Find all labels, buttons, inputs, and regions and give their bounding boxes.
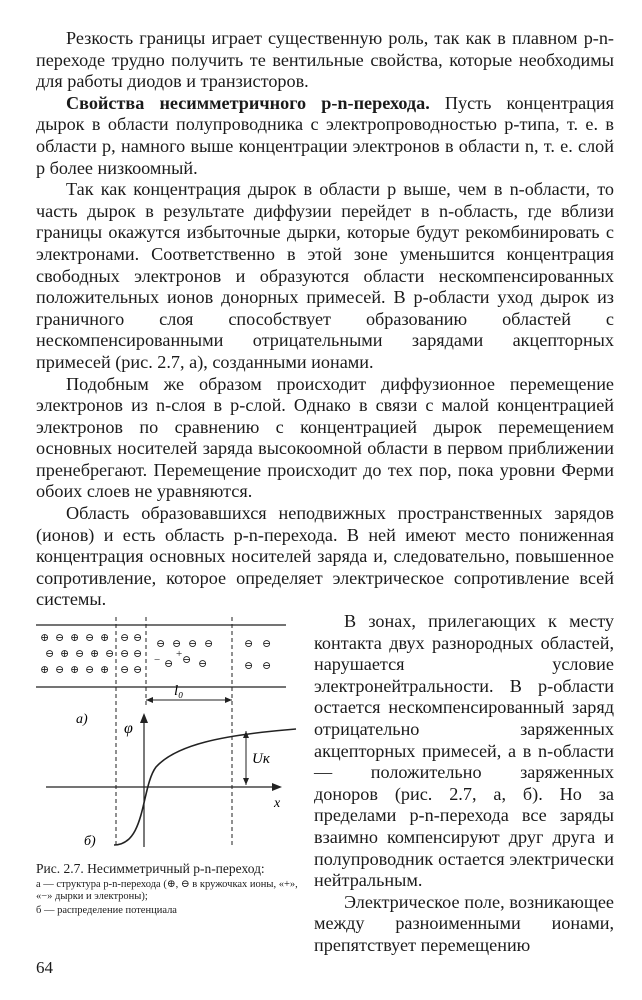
ion-symbol: ⊖	[85, 664, 95, 677]
paragraph-6: В зонах, прилегающих к месту контакта двух разнородных областей, нарушается условие электронейтральности. В p-области остается нескомпенсированный заряд отрицательно заряженных акцепторных примесей, а в n-области — положительно заряженных доноров (рис. 2.7, а, б). Но за пределами p-n-перехода все заряды взаимно компенсируют друг друга и полупроводник остается электрически нейтральным.	[314, 611, 614, 891]
ion-symbol: ⊖	[120, 648, 130, 661]
uk-label: Uк	[252, 751, 270, 768]
ion-symbol: ⊖	[244, 660, 254, 673]
ion-symbol: ⊖	[182, 654, 192, 667]
l0-arrow-left	[146, 697, 153, 703]
ion-symbol: ⊕	[100, 664, 110, 677]
ion-symbol: ⊖	[198, 658, 208, 671]
paragraph-2-body: Пусть концентрация дырок в области полупроводника с электропроводностью p-типа, т. е. в области p, намного выше концентрации электронов в области n, т. е. слой p более низкоомный.	[36, 92, 614, 178]
ion-symbol: ⊕	[70, 632, 80, 645]
ion-symbol: ⊖	[55, 632, 65, 645]
ion-symbol: ⊕	[70, 664, 80, 677]
figure-drawing	[36, 617, 306, 862]
ion-symbol: ⊖	[120, 632, 130, 645]
ion-symbol: ⊖	[262, 660, 272, 673]
paragraph-5: Область образовавшихся неподвижных пространственных зарядов (ионов) и есть область p-n-перехода. В ней имеют место пониженная концентрация основных носителей заряда и, следовательно, повышенное сопротивление, которое определяет электрическое сопротивление всей системы.	[36, 503, 614, 610]
label-a: а)	[76, 712, 88, 728]
caption-legend-b: б — распределение потенциала	[36, 905, 177, 917]
ion-symbol: ⊖	[75, 648, 85, 661]
page-number: 64	[36, 958, 53, 977]
ion-symbol: ⊖	[262, 638, 272, 651]
paragraph-1: Резкость границы играет существенную роль, так как в плавном p-n-переходе трудно получить те вентильные свойства, которые необходимы для работы диодов и транзисторов.	[36, 28, 614, 92]
figure-caption	[36, 861, 308, 917]
caption-title: Рис. 2.7. Несимметричный p-n-переход:	[36, 861, 265, 877]
section-heading: Свойства несимметричного p-n-перехода.	[66, 92, 430, 113]
ion-symbol: ⊖	[133, 648, 143, 661]
ion-symbol: ⊖	[204, 638, 214, 651]
ion-symbol: ⊕	[90, 648, 100, 661]
figure-2-7	[36, 617, 306, 937]
x-label: x	[274, 796, 281, 812]
ion-symbols	[40, 632, 271, 676]
uk-arrow-bottom	[243, 778, 249, 785]
ion-symbol: ⊖	[45, 648, 55, 661]
ion-symbol: ⊖	[156, 638, 166, 651]
paragraph-2	[36, 93, 614, 179]
ion-symbol: ⊖	[85, 632, 95, 645]
ion-symbol: ⊖	[188, 638, 198, 651]
ion-symbol: ⊖	[244, 638, 254, 651]
ion-symbol: ⊖	[55, 664, 65, 677]
ion-symbol: ⊖	[133, 664, 143, 677]
phi-axis-arrow	[140, 713, 148, 723]
paragraph-3: Так как концентрация дырок в области p выше, чем в n-области, то часть дырок в результате диффузии перейдет в n-область, где вблизи границы окажутся избыточные дырки, которые будут рекомбинировать с электронами. Соответственно в этой зоне уменьшится концентрация свободных электронов и образуются области нескомпенсированных положительных ионов донорных примесей. В p-области уход дырок из граничного слоя способствует образованию областей с нескомпенсированными отрицательными зарядами акцепторных примесей (рис. 2.7, a), созданными ионами.	[36, 179, 614, 372]
phi-label: φ	[124, 720, 133, 738]
l0-label: l₀	[174, 683, 184, 700]
page-body	[36, 28, 614, 957]
label-b: б)	[84, 834, 96, 850]
ion-symbol: ⊖	[133, 632, 143, 645]
paragraph-7: Электрическое поле, возникающее между разноименными ионами, препятствует перемещению	[314, 891, 614, 955]
ion-symbol: ⊖	[120, 664, 130, 677]
ion-symbol: ⊕	[100, 632, 110, 645]
ion-symbol: ⊕	[40, 664, 50, 677]
ion-symbol: ⊖	[105, 648, 115, 661]
ion-symbol: ⊖	[164, 658, 174, 671]
ion-symbol: ⊖	[172, 638, 182, 651]
paragraph-4: Подобным же образом происходит диффузионное перемещение электронов из n-слоя в p-слой. Однако в связи с малой концентрацией электронов по сравнению с концентрацией дырок перемещением основных носителей заряда высокоомной области в первом приближении пренебрегают. Перемещение происходит до тех пор, пока уровни Ферми обоих слоев не уравняются.	[36, 373, 614, 502]
ion-symbol: ⊕	[40, 632, 50, 645]
ion-symbol: −	[154, 654, 161, 667]
x-axis-arrow	[272, 783, 282, 791]
caption-legend-a: а — структура p-n-перехода (⊕, ⊖ в кружочках ионы, «+», «−» дырки и электроны);	[36, 879, 298, 903]
ion-symbol: +	[176, 648, 183, 661]
l0-arrow-right	[225, 697, 232, 703]
ion-symbol: ⊕	[60, 648, 70, 661]
